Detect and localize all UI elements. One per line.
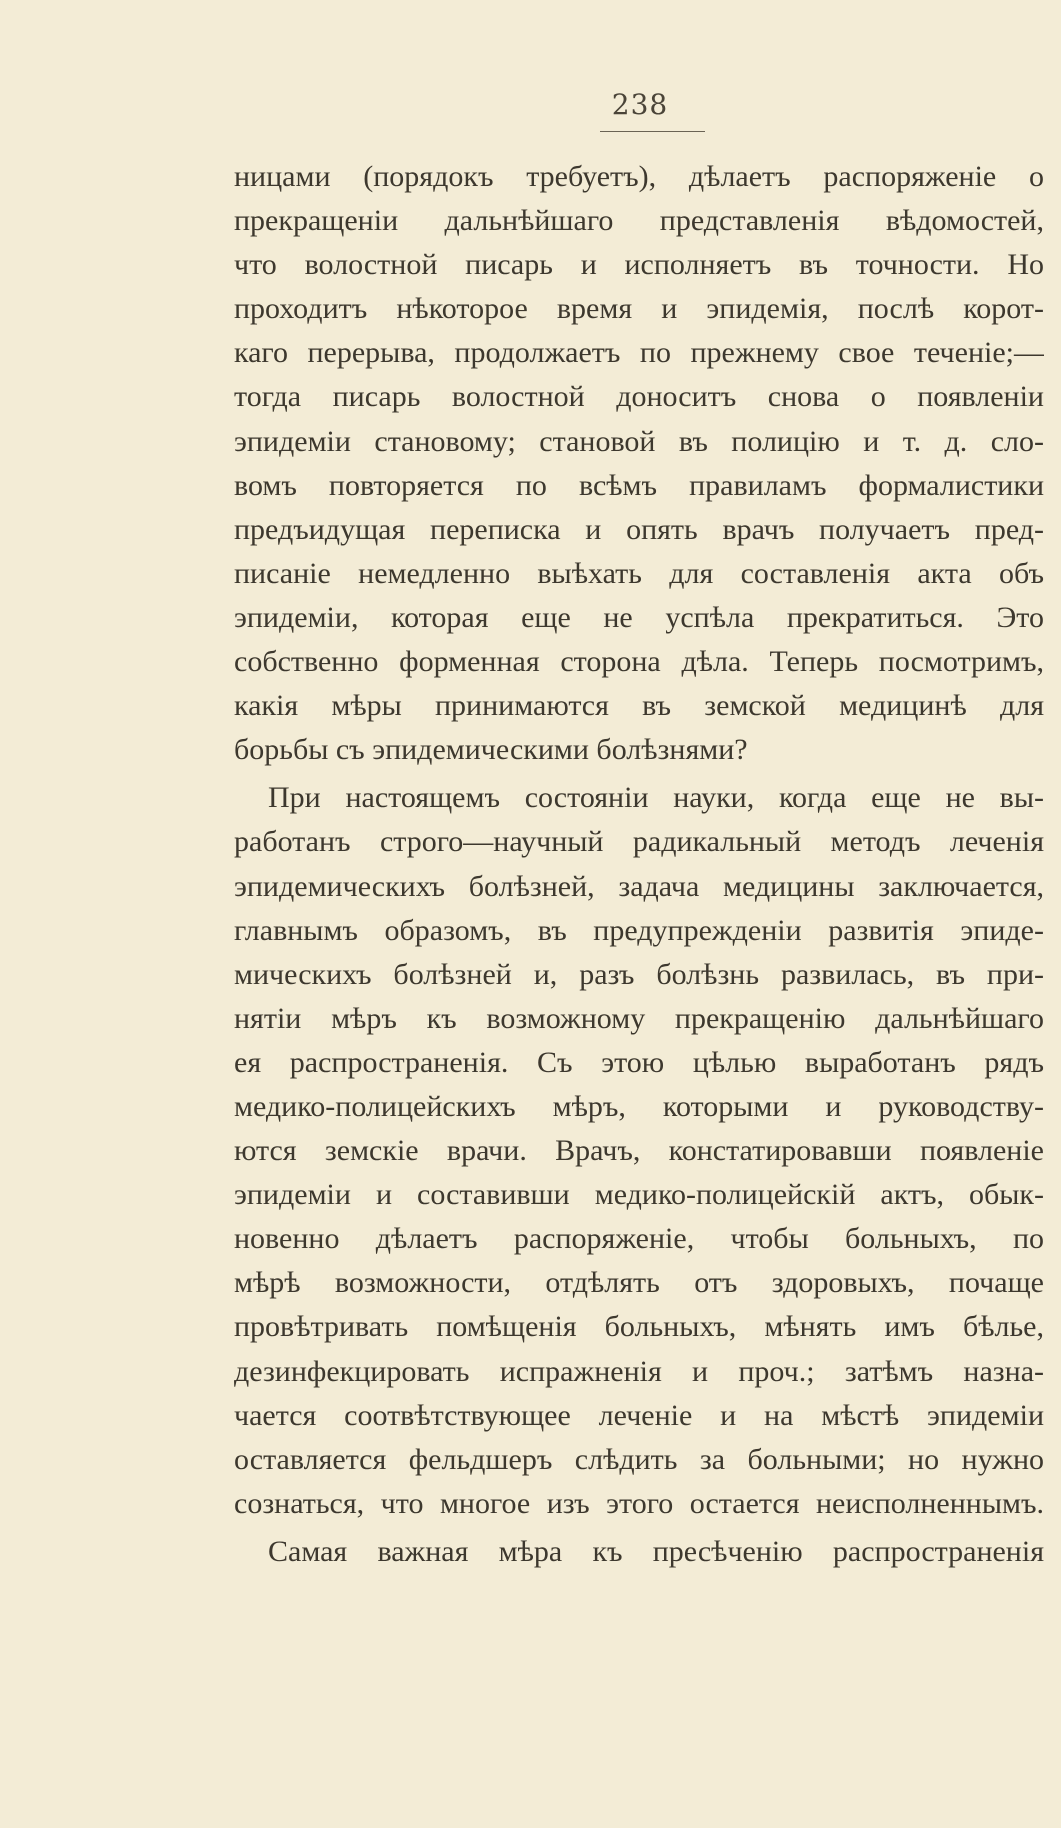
text-line: главнымъ образомъ, въ предупрежденіи развитія эпиде- bbox=[234, 913, 1044, 947]
text-line: чается соотвѣтствующее леченіе и на мѣстѣ эпидеміи bbox=[234, 1398, 1044, 1432]
text-line: сознаться, что многое изъ этого остается неисполненнымъ. bbox=[234, 1486, 1044, 1520]
text-line: борьбы съ эпидемическими болѣзнями? bbox=[234, 733, 748, 767]
text-line: ются земскіе врачи. Врачъ, констатировавши появленіе bbox=[234, 1134, 1044, 1168]
text-line: оставляется фельдшеръ слѣдить за больными; но нужно bbox=[234, 1442, 1044, 1476]
text-line: мѣрѣ возможности, отдѣлять отъ здоровыхъ, почаще bbox=[234, 1266, 1044, 1300]
text-line: дезинфекцировать испражненія и проч.; затѣмъ назна- bbox=[234, 1354, 1044, 1388]
text-line: каго перерыва, продолжаетъ по прежнему свое теченіе;— bbox=[234, 336, 1044, 370]
text-line: собственно форменная сторона дѣла. Теперь посмотримъ, bbox=[234, 645, 1044, 679]
text-line: мическихъ болѣзней и, разъ болѣзнь развилась, въ при- bbox=[234, 957, 1044, 991]
text-line: писаніе немедленно выѣхать для составленія акта объ bbox=[234, 556, 1044, 590]
page-number: 238 bbox=[611, 88, 669, 121]
paragraph bbox=[234, 155, 1044, 772]
text-line: проходитъ нѣкоторое время и эпидемія, послѣ корот- bbox=[234, 292, 1044, 326]
text-line: ницами (порядокъ требуетъ), дѣлаетъ распоряженіе о bbox=[234, 160, 1044, 193]
text-line: провѣтривать помѣщенія больныхъ, мѣнять имъ бѣлье, bbox=[234, 1310, 1044, 1344]
page-number-rule bbox=[600, 131, 705, 132]
body-text bbox=[234, 155, 1044, 1574]
text-line: эпидемическихъ болѣзней, задача медицины заключается, bbox=[234, 869, 1044, 903]
text-line: Самая важная мѣра къ пресѣченію распространенія bbox=[268, 1534, 1044, 1568]
paragraph bbox=[234, 1530, 1044, 1574]
text-line: эпидеміи становому; становой въ полицію и т. д. сло- bbox=[234, 424, 1044, 458]
text-line: работанъ строго—научный радикальный методъ леченія bbox=[234, 825, 1044, 859]
text-line: При настоящемъ состояніи науки, когда еще не вы- bbox=[268, 781, 1044, 815]
text-line: нятіи мѣръ къ возможному прекращенію дальнѣйшаго bbox=[234, 1001, 1044, 1035]
text-line: какія мѣры принимаются въ земской медицинѣ для bbox=[234, 689, 1044, 723]
text-line: прекращеніи дальнѣйшаго представленія вѣдомостей, bbox=[234, 204, 1044, 238]
text-line: ея распространенія. Съ этою цѣлью выработанъ рядъ bbox=[234, 1045, 1044, 1079]
paragraph bbox=[234, 776, 1044, 1526]
text-line: новенно дѣлаетъ распоряженіе, чтобы больныхъ, по bbox=[234, 1222, 1044, 1256]
text-line: предъидущая переписка и опять врачъ получаетъ пред- bbox=[234, 512, 1044, 546]
text-line: эпидеміи и составивши медико-полицейскій актъ, обык- bbox=[234, 1178, 1044, 1212]
text-line: эпидеміи, которая еще не успѣла прекратиться. Это bbox=[234, 600, 1044, 634]
text-line: вомъ повторяется по всѣмъ правиламъ формалистики bbox=[234, 468, 1044, 502]
text-line: медико-полицейскихъ мѣръ, которыми и руководству- bbox=[234, 1089, 1044, 1123]
text-line: что волостной писарь и исполняетъ въ точности. Но bbox=[234, 248, 1044, 282]
text-line: тогда писарь волостной доноситъ снова о появленіи bbox=[234, 380, 1044, 414]
